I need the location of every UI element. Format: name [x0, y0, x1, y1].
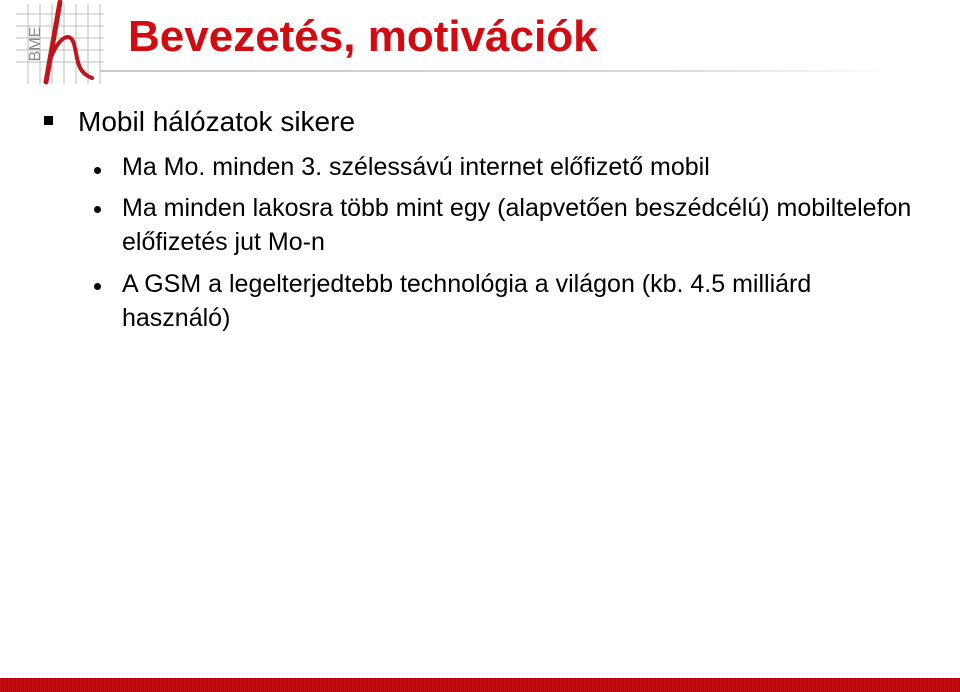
list-item: Ma Mo. minden 3. szélessávú internet előfizető mobil	[122, 153, 710, 181]
footer-bar	[0, 678, 960, 692]
bme-logo-icon	[0, 0, 120, 88]
bullet-dot-icon	[94, 283, 101, 290]
list-item: Ma minden lakosra több mint egy (alapvetően beszédcélú) mobiltelefon előfizetés jut Mo-n	[122, 194, 912, 256]
list-item: A GSM a legelterjedtebb technológia a világon (kb. 4.5 milliárd használó)	[122, 270, 812, 332]
square-bullet-icon	[44, 116, 53, 125]
logo-text: BME	[27, 26, 44, 62]
bullet-dot-icon	[94, 206, 101, 213]
bme-logo	[0, 0, 120, 88]
bullet-dot-icon	[94, 167, 101, 174]
header-divider	[100, 70, 900, 72]
page-title: Bevezetés, motivációk	[128, 12, 598, 61]
level1-bullet-text: Mobil hálózatok sikere	[78, 106, 356, 137]
